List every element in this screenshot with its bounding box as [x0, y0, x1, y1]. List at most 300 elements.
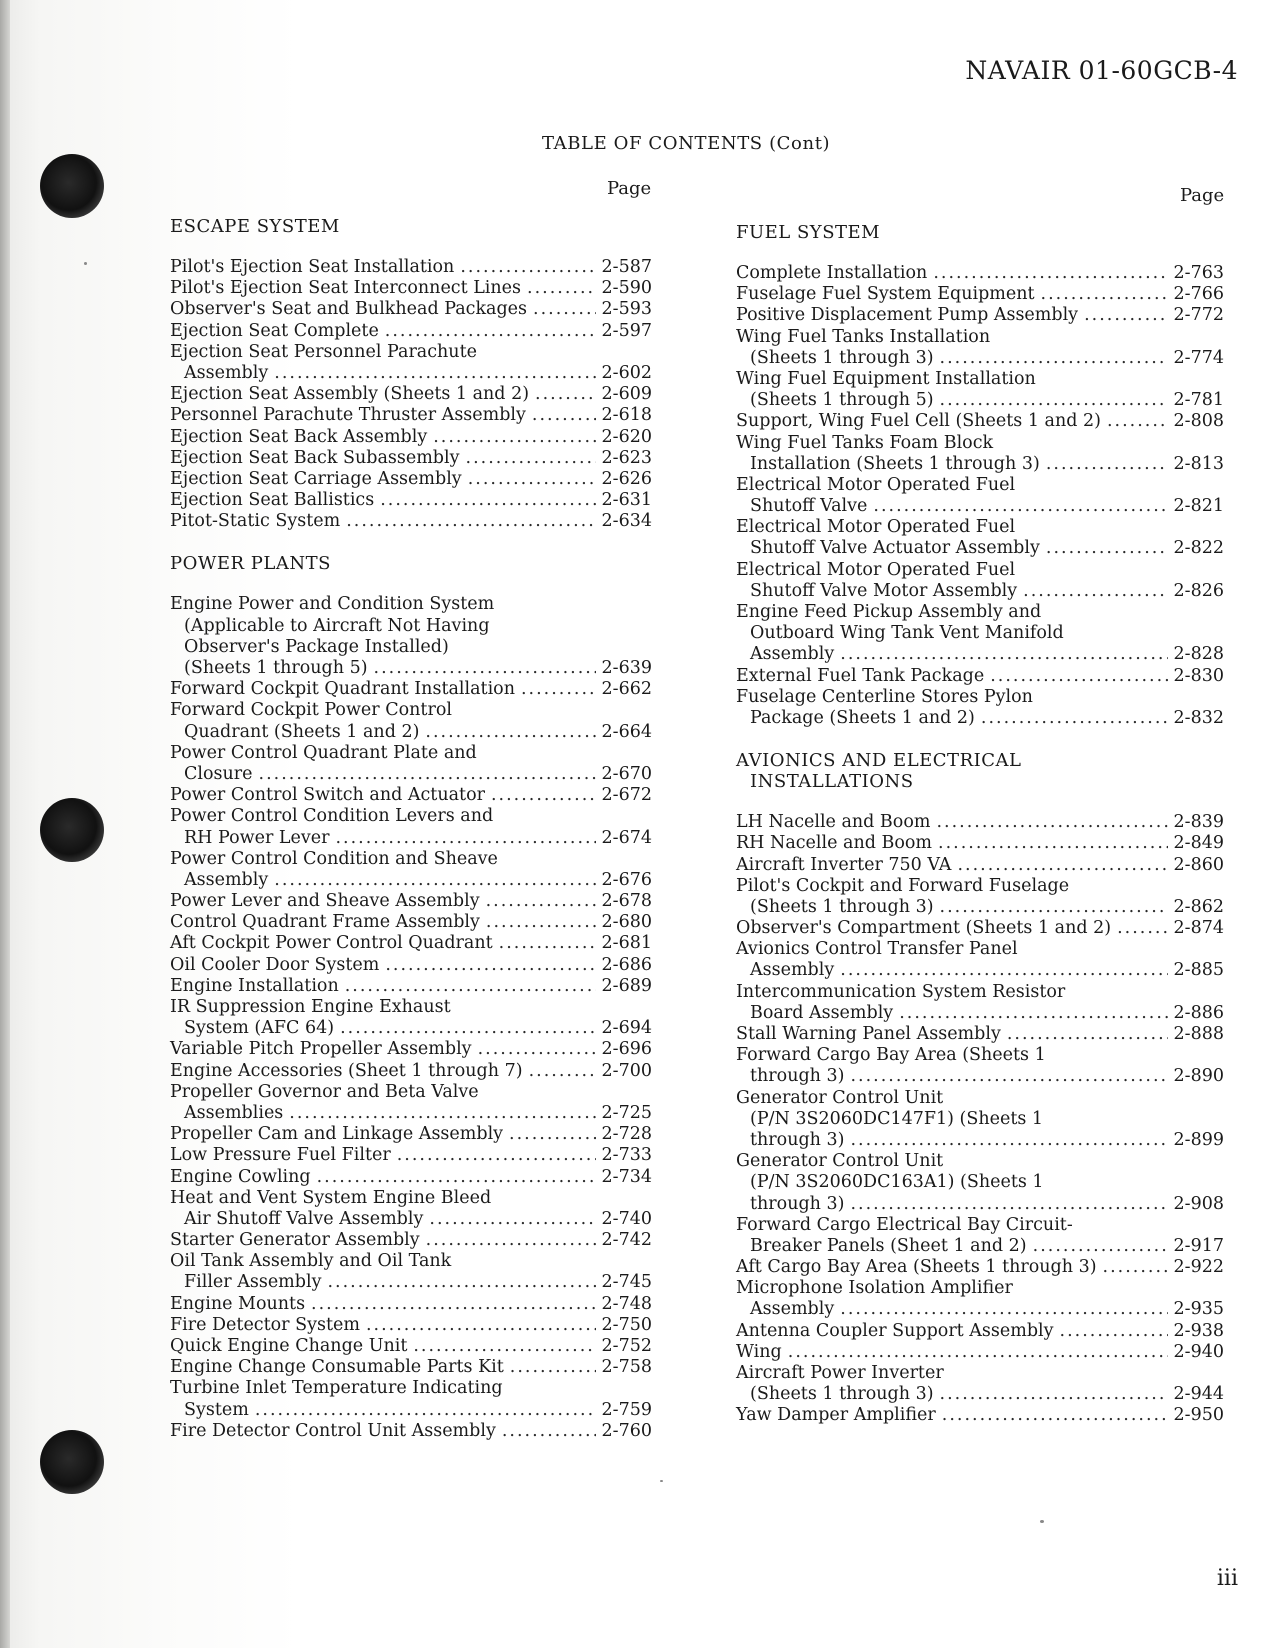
toc-entry[interactable] [170, 1188, 652, 1230]
entry-title: Ejection Seat Complete [170, 320, 379, 341]
entry-title: External Fuel Tank Package [736, 665, 985, 686]
dot-leader [255, 1400, 596, 1421]
entry-page-number: 2-885 [1173, 960, 1224, 981]
entry-line [170, 870, 652, 891]
dot-leader [510, 1357, 596, 1378]
toc-entry[interactable] [170, 594, 652, 679]
entry-page-number: 2-890 [1173, 1066, 1224, 1087]
entry-line [736, 560, 1224, 581]
toc-section [170, 216, 652, 532]
dot-leader [426, 1230, 596, 1251]
toc-entry[interactable] [170, 1061, 652, 1082]
toc-entry[interactable] [170, 1378, 652, 1420]
entry-title: Electrical Motor Operated Fuel [736, 559, 1016, 580]
punch-hole [40, 154, 104, 218]
entry-page-number: 2-587 [601, 257, 652, 277]
entry-line [170, 806, 652, 827]
toc-entry[interactable] [736, 1321, 1224, 1342]
entry-title: Fire Detector Control Unit Assembly [170, 1420, 496, 1441]
entry-title: (Sheets 1 through 3) [750, 896, 934, 917]
entry-line [736, 1172, 1224, 1193]
toc-entry[interactable] [170, 849, 652, 891]
toc-section [736, 750, 1224, 1426]
entry-page-number: 2-917 [1173, 1235, 1224, 1256]
entry-line [736, 602, 1224, 623]
entry-title: Ejection Seat Back Subassembly [170, 447, 460, 468]
entry-title: Fuselage Centerline Stores Pylon [736, 686, 1033, 707]
toc-entry[interactable] [170, 469, 652, 490]
entry-title: Quadrant (Sheets 1 and 2) [184, 721, 420, 742]
toc-entry[interactable] [736, 560, 1224, 602]
toc-entry[interactable] [736, 876, 1224, 918]
dot-leader [429, 1209, 595, 1230]
dot-leader [532, 405, 596, 426]
dot-leader [380, 490, 595, 511]
entry-title: Intercommunication System Resistor [736, 981, 1066, 1002]
dot-leader [1046, 538, 1168, 559]
toc-entry[interactable] [736, 982, 1224, 1024]
dot-leader [1117, 918, 1167, 939]
dot-leader [466, 448, 596, 469]
entry-page-number: 2-686 [601, 954, 652, 975]
toc-entry[interactable] [736, 666, 1224, 687]
entry-title: RH Power Lever [184, 827, 330, 848]
entry-title: LH Nacelle and Boom [736, 812, 931, 833]
toc-entry[interactable] [170, 806, 652, 848]
entry-page-number: 2-922 [1173, 1257, 1224, 1278]
entry-title: (Sheets 1 through 3) [750, 1384, 934, 1405]
entry-title: Personnel Parachute Thruster Assembly [170, 405, 526, 426]
entry-title: Wing [736, 1341, 782, 1362]
toc-entry[interactable] [736, 812, 1224, 833]
entry-page-number: 2-772 [1173, 305, 1224, 326]
entry-title: Engine Installation [170, 975, 339, 996]
entry-page-number: 2-700 [601, 1060, 652, 1081]
entry-title: Avionics Control Transfer Panel [736, 939, 1018, 960]
entry-page-number: 2-681 [601, 933, 652, 954]
entry-line [170, 594, 652, 615]
entry-title: Wing Fuel Equipment Installation [736, 368, 1036, 389]
dot-leader [1041, 284, 1168, 305]
entry-title: Propeller Cam and Linkage Assembly [170, 1124, 504, 1145]
entry-page-number: 2-609 [601, 384, 652, 405]
toc-entry[interactable] [170, 700, 652, 742]
toc-entry[interactable] [736, 475, 1224, 517]
dot-leader [502, 1421, 596, 1442]
entry-line [170, 1018, 652, 1039]
dot-leader [340, 1018, 595, 1039]
dot-leader [990, 666, 1167, 687]
entry-title: Variable Pitch Propeller Assembly [170, 1039, 472, 1060]
entry-title: Fire Detector System [170, 1314, 360, 1335]
entry-title: Ejection Seat Assembly (Sheets 1 and 2) [170, 384, 530, 405]
toc-entry[interactable] [170, 743, 652, 785]
toc-entry[interactable] [170, 1251, 652, 1293]
entry-line [736, 708, 1224, 729]
section-title: ESCAPE SYSTEM [170, 216, 340, 237]
entry-line [736, 1045, 1224, 1066]
entry-title: Stall Warning Panel Assembly [736, 1024, 1001, 1044]
entry-title: System (AFC 64) [184, 1018, 335, 1039]
scan-speck [660, 1480, 663, 1482]
page-number: iii [1216, 1566, 1238, 1591]
entry-title: IR Suppression Engine Exhaust [170, 997, 451, 1017]
dot-leader [940, 897, 1168, 918]
entry-line [170, 955, 652, 976]
entry-line [170, 616, 652, 637]
entry-title: Power Control Switch and Actuator [170, 785, 485, 806]
toc-entry[interactable] [170, 891, 652, 912]
entry-page-number: 2-938 [1173, 1320, 1224, 1341]
toc-entry[interactable] [736, 517, 1224, 559]
dot-leader [940, 390, 1168, 411]
toc-entry[interactable] [170, 976, 652, 997]
entry-line [170, 1294, 652, 1315]
entry-line [736, 1342, 1224, 1363]
entry-line [736, 411, 1224, 432]
entry-line [170, 933, 652, 954]
entry-line [736, 327, 1224, 348]
toc-entry[interactable] [170, 257, 652, 278]
entry-title: Control Quadrant Frame Assembly [170, 912, 480, 933]
entry-title: Electrical Motor Operated Fuel [736, 474, 1016, 495]
toc-entry[interactable] [736, 833, 1224, 854]
entry-title: Fuselage Fuel System Equipment [736, 284, 1035, 305]
section-title: POWER PLANTS [170, 553, 331, 575]
entry-line [736, 369, 1224, 390]
dot-leader [499, 933, 596, 954]
entry-title: Low Pressure Fuel Filter [170, 1145, 391, 1166]
entry-line [170, 1082, 652, 1103]
entry-page-number: 2-781 [1173, 390, 1224, 411]
dot-leader [311, 1294, 596, 1315]
entry-title: Assembly [184, 869, 269, 890]
entry-page-number: 2-808 [1173, 411, 1224, 432]
entry-title: Assembly [750, 644, 835, 665]
entry-title: Antenna Coupler Support Assembly [736, 1320, 1054, 1341]
dot-leader [940, 1384, 1168, 1405]
toc-entry[interactable] [170, 955, 652, 976]
toc-entry[interactable] [736, 327, 1224, 369]
entry-title: Installation (Sheets 1 through 3) [750, 453, 1040, 474]
entry-line [170, 299, 652, 320]
entry-page-number: 2-670 [601, 763, 652, 784]
entry-title: Pilot's Cockpit and Forward Fuselage [736, 875, 1070, 896]
entry-page-number: 2-734 [601, 1166, 652, 1187]
entry-page-number: 2-821 [1173, 496, 1224, 517]
toc-entry[interactable] [736, 855, 1224, 876]
punch-hole [40, 798, 104, 862]
dot-leader [374, 658, 596, 679]
entry-line [170, 1145, 652, 1166]
entry-title: Pilot's Ejection Seat Interconnect Lines [170, 278, 522, 299]
toc-entry[interactable] [170, 1039, 652, 1060]
entry-line [736, 644, 1224, 665]
entry-title: (P/N 3S2060DC147F1) (Sheets 1 [750, 1108, 1044, 1129]
entry-page-number: 2-618 [601, 405, 652, 426]
entry-page-number: 2-899 [1173, 1129, 1224, 1150]
dot-leader [788, 1342, 1168, 1363]
entry-title: (Sheets 1 through 3) [750, 347, 934, 368]
toc-entry[interactable] [170, 299, 652, 320]
toc-entry[interactable] [170, 785, 652, 806]
entry-line [736, 1003, 1224, 1024]
entry-page-number: 2-813 [1173, 453, 1224, 474]
binder-edge [0, 0, 10, 1648]
entry-page-number: 2-874 [1173, 918, 1224, 939]
entry-list [736, 263, 1224, 729]
toc-entry[interactable] [170, 405, 652, 426]
toc-entry[interactable] [736, 1278, 1224, 1320]
entry-line [170, 1400, 652, 1421]
toc-entry[interactable] [170, 448, 652, 469]
dot-leader [1103, 1257, 1168, 1278]
dot-leader [527, 278, 596, 299]
entry-page-number: 2-620 [601, 426, 652, 447]
toc-entry[interactable] [170, 1357, 652, 1378]
toc-entry[interactable] [736, 1024, 1224, 1045]
dot-leader [486, 912, 596, 933]
scan-speck [1040, 1520, 1044, 1523]
entry-page-number: 2-680 [601, 912, 652, 933]
entry-page-number: 2-760 [601, 1420, 652, 1441]
toc-entry[interactable] [170, 912, 652, 933]
toc-entry[interactable] [736, 284, 1224, 305]
entry-page-number: 2-752 [601, 1336, 652, 1356]
entry-line [170, 448, 652, 469]
toc-entry[interactable] [170, 1230, 652, 1251]
toc-entry[interactable] [736, 687, 1224, 729]
dot-leader [840, 960, 1167, 981]
entry-title: Oil Cooler Door System [170, 954, 380, 975]
page-column-label-right: Page [1180, 185, 1225, 206]
dot-leader [840, 644, 1167, 665]
toc-entry[interactable] [736, 305, 1224, 326]
entry-title: through 3) [750, 1066, 845, 1087]
toc-entry[interactable] [170, 1082, 652, 1124]
toc-entry[interactable] [170, 511, 652, 532]
toc-entry[interactable] [736, 1342, 1224, 1363]
toc-entry[interactable] [736, 1257, 1224, 1278]
entry-title: Engine Cowling [170, 1166, 311, 1187]
dot-leader [327, 1272, 595, 1293]
entry-line [170, 1315, 652, 1336]
entry-line [170, 912, 652, 933]
entry-line [170, 658, 652, 679]
entry-page-number: 2-696 [601, 1039, 652, 1060]
right-column [736, 222, 1224, 1448]
toc-entry[interactable] [170, 1124, 652, 1145]
entry-title: Wing Fuel Tanks Installation [736, 326, 991, 347]
toc-entry[interactable] [736, 1363, 1224, 1405]
dot-leader [533, 299, 596, 320]
entry-title: Shutoff Valve [750, 496, 868, 517]
entry-title: Power Lever and Sheave Assembly [170, 891, 480, 912]
toc-entry[interactable] [736, 918, 1224, 939]
dot-leader [1046, 454, 1168, 475]
left-column [170, 216, 652, 1463]
entry-page-number: 2-774 [1173, 347, 1224, 368]
entry-page-number: 2-862 [1173, 896, 1224, 917]
entry-title: Board Assembly [750, 1002, 894, 1023]
dot-leader [850, 1066, 1167, 1087]
toc-entry[interactable] [170, 1145, 652, 1166]
toc-entry[interactable] [170, 342, 652, 384]
entry-title: Ejection Seat Carriage Assembly [170, 468, 462, 489]
entry-line [170, 342, 652, 363]
page-column-label-left: Page [607, 178, 652, 199]
entry-page-number: 2-758 [601, 1357, 652, 1378]
entry-page-number: 2-664 [601, 721, 652, 742]
entry-line [170, 1103, 652, 1124]
dot-leader [335, 828, 595, 849]
dot-leader [873, 496, 1167, 517]
toc-entry[interactable] [170, 933, 652, 954]
dot-leader [425, 722, 595, 743]
entry-line [170, 511, 652, 532]
entry-title: through 3) [750, 1129, 845, 1150]
scan-speck [84, 262, 87, 265]
dot-leader [397, 1145, 596, 1166]
toc-section [736, 222, 1224, 729]
entry-line [170, 1209, 652, 1230]
dot-leader [840, 1299, 1167, 1320]
toc-entry[interactable] [170, 679, 652, 700]
toc-entry[interactable] [736, 1088, 1224, 1152]
dot-leader [1007, 1024, 1168, 1045]
entry-title: Observer's Compartment (Sheets 1 and 2) [736, 918, 1112, 939]
dot-leader [1084, 305, 1167, 326]
dot-leader [259, 764, 596, 785]
toc-entry[interactable] [170, 490, 652, 511]
entry-line [736, 876, 1224, 897]
entry-line [170, 1167, 652, 1188]
entry-page-number: 2-759 [601, 1399, 652, 1420]
entry-page-number: 2-742 [601, 1230, 652, 1251]
dot-leader [460, 257, 595, 278]
toc-entry[interactable] [170, 1315, 652, 1336]
toc-entry[interactable] [736, 1045, 1224, 1087]
entry-page-number: 2-822 [1173, 538, 1224, 559]
toc-entry[interactable] [170, 278, 652, 299]
toc-entry[interactable] [736, 263, 1224, 284]
entry-page-number: 2-860 [1173, 854, 1224, 875]
entry-line [170, 363, 652, 384]
entry-page-number: 2-750 [601, 1314, 652, 1335]
toc-entry[interactable] [170, 384, 652, 405]
toc-entry[interactable] [736, 1215, 1224, 1257]
entry-title: Air Shutoff Valve Assembly [184, 1208, 424, 1229]
entry-page-number: 2-839 [1173, 812, 1224, 833]
toc-entry[interactable] [170, 997, 652, 1039]
entry-line [736, 897, 1224, 918]
dot-leader [529, 1061, 596, 1082]
entry-line [736, 475, 1224, 496]
entry-line [736, 1109, 1224, 1130]
dot-leader [521, 679, 596, 700]
entry-page-number: 2-590 [601, 278, 652, 299]
toc-entry[interactable] [736, 1405, 1224, 1426]
toc-entry[interactable] [736, 1151, 1224, 1215]
entry-page-number: 2-639 [601, 658, 652, 678]
entry-page-number: 2-830 [1173, 665, 1224, 686]
toc-entry[interactable] [170, 1294, 652, 1315]
entry-page-number: 2-849 [1173, 833, 1224, 854]
section-title-continued: INSTALLATIONS [750, 771, 914, 793]
toc-entry[interactable] [736, 433, 1224, 475]
dot-leader [274, 870, 595, 891]
entry-line [736, 454, 1224, 475]
dot-leader [899, 1003, 1167, 1024]
entry-line [736, 687, 1224, 708]
dot-leader [468, 469, 596, 490]
entry-line [170, 1124, 652, 1145]
toc-entry[interactable] [736, 602, 1224, 666]
entry-title: Aircraft Inverter 750 VA [736, 854, 952, 875]
toc-entry[interactable] [170, 427, 652, 448]
entry-title: Forward Cargo Bay Area (Sheets 1 [736, 1045, 1046, 1066]
dot-leader [933, 263, 1167, 284]
entry-page-number: 2-826 [1173, 580, 1224, 601]
entry-page-number: 2-763 [1173, 263, 1224, 283]
entry-title: Microphone Isolation Amplifier [736, 1278, 1013, 1299]
toc-entry[interactable] [170, 1421, 652, 1442]
entry-page-number: 2-672 [601, 785, 652, 806]
entry-title: Support, Wing Fuel Cell (Sheets 1 and 2) [736, 411, 1101, 432]
entry-title: Observer's Package Installed) [184, 636, 449, 657]
entry-page-number: 2-828 [1173, 644, 1224, 665]
dot-leader [385, 955, 595, 976]
dot-leader [289, 1103, 595, 1124]
entry-page-number: 2-634 [601, 511, 652, 532]
entry-line [170, 700, 652, 721]
entry-title: Turbine Inlet Temperature Indicating [170, 1378, 503, 1399]
entry-line [170, 637, 652, 658]
dot-leader [1033, 1236, 1168, 1257]
entry-line [736, 305, 1224, 326]
entry-title: Pilot's Ejection Seat Installation [170, 257, 455, 277]
entry-page-number: 2-689 [601, 975, 652, 996]
entry-title: Ejection Seat Ballistics [170, 490, 375, 511]
toc-entry[interactable] [170, 1336, 652, 1357]
entry-line [736, 1363, 1224, 1384]
entry-title: Closure [184, 763, 253, 784]
entry-page-number: 2-908 [1173, 1193, 1224, 1214]
entry-line [736, 666, 1224, 687]
toc-entry[interactable] [170, 1167, 652, 1188]
toc-entry[interactable] [170, 321, 652, 342]
entry-page-number: 2-766 [1173, 284, 1224, 305]
section-title: FUEL SYSTEM [736, 222, 881, 243]
entry-line [736, 1278, 1224, 1299]
entry-title: Oil Tank Assembly and Oil Tank [170, 1251, 452, 1272]
entry-line [170, 490, 652, 511]
entry-line [736, 960, 1224, 981]
entry-title: Assembly [750, 1299, 835, 1320]
entry-title: Observer's Seat and Bulkhead Packages [170, 299, 528, 320]
toc-entry[interactable] [736, 411, 1224, 432]
dot-leader [317, 1167, 596, 1188]
entry-line [170, 828, 652, 849]
entry-page-number: 2-888 [1173, 1024, 1224, 1044]
toc-entry[interactable] [736, 939, 1224, 981]
entry-page-number: 2-626 [601, 468, 652, 489]
entry-line [170, 405, 652, 426]
toc-entry[interactable] [736, 369, 1224, 411]
entry-line [736, 1384, 1224, 1405]
entry-title: Filler Assembly [184, 1272, 322, 1293]
entry-title: Assembly [750, 960, 835, 981]
